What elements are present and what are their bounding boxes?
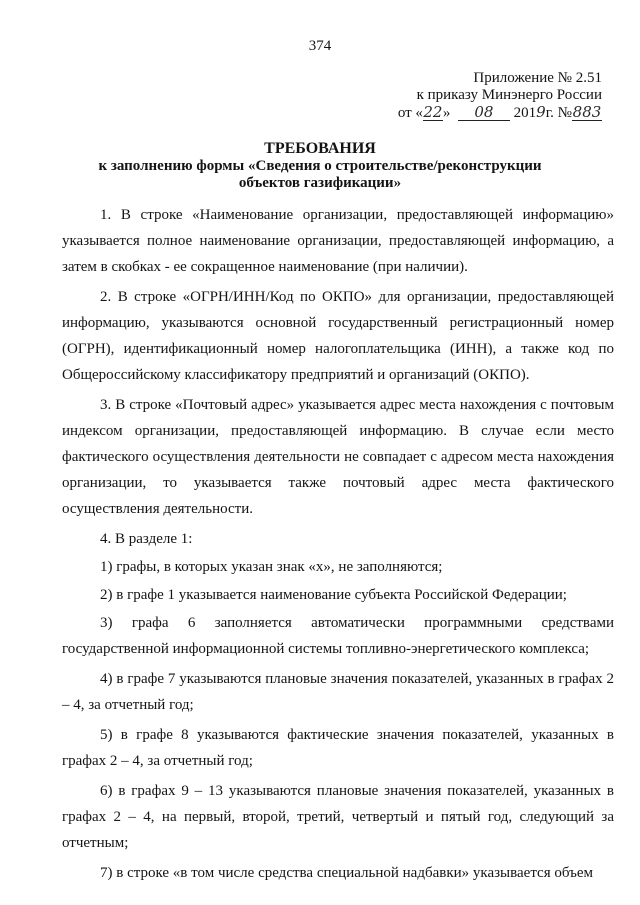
paragraph: 3. В строке «Почтовый адрес» указывается адрес места нахождения с почтовым индексом организации, предоставляющей информацию. В случае если место фактического осуществления деятельности не совпадает с адресом места нахождения организации, то указывается также почтовый адрес места фактического осуществления деятельности.	[62, 397, 614, 517]
paragraph: 2. В строке «ОГРН/ИНН/Код по ОКПО» для организации, предоставляющей информацию, указываются основной государственный регистрационный номер (ОГРН), идентификационный номер налогоплательщика (ИНН), а также код по Общероссийскому классификатору предприятий и организаций (ОКПО).	[62, 289, 614, 383]
document-title	[60, 140, 580, 192]
paragraph: 1) графы, в которых указан знак «х», не заполняются;	[100, 559, 443, 575]
page-number: 374	[308, 38, 332, 54]
paragraph: 6) в графах 9 – 13 указываются плановые значения показателей, указанных в графах 2 – 4, на первый, второй, третий, четвертый и пятый год, следующий за отчетным;	[62, 783, 614, 851]
title-subtitle-line2: объектов газификации»	[238, 175, 402, 191]
title-subtitle-line1: к заполнению формы «Сведения о строительстве/реконструкции	[98, 158, 542, 174]
appendix-order-reference: к приказу Минэнерго России	[416, 87, 602, 103]
date-close-quote: »	[442, 105, 451, 121]
paragraph: 3) графа 6 заполняется автоматически программными средствами государственной информационной системы топливно-энергетического комплекса;	[62, 615, 614, 657]
order-number: 883	[572, 103, 602, 121]
paragraph: 2) в графе 1 указывается наименование субъекта Российской Федерации;	[100, 587, 567, 603]
date-year-prefix: 201	[513, 105, 537, 121]
document-body	[62, 202, 614, 890]
paragraph: 4) в графе 7 указываются плановые значения показателей, указанных в графах 2 – 4, за отчетный год;	[62, 671, 614, 713]
paragraph: 1. В строке «Наименование организации, предоставляющей информацию» указывается полное наименование организации, предоставляющей информацию, а затем в скобках - ее сокращенное наименование (при наличии).	[62, 207, 614, 275]
paragraph: 7) в строке «в том числе средства специальной надбавки» указывается объем	[100, 865, 594, 881]
date-day: 22	[423, 103, 443, 121]
date-prefix: от «	[397, 105, 423, 121]
appendix-date-line	[392, 104, 602, 122]
appendix-title: Приложение № 2.51	[473, 70, 602, 86]
paragraph: 5) в графе 8 указываются фактические значения показателей, указанных в графах 2 – 4, за отчетный год;	[62, 727, 614, 769]
date-year-suffix: г. №	[545, 105, 572, 121]
date-year-digit: 9	[536, 103, 546, 121]
date-month: 08	[458, 105, 510, 121]
paragraph: 4. В разделе 1:	[100, 531, 193, 547]
appendix-header	[392, 70, 602, 122]
title-main: ТРЕБОВАНИЯ	[264, 140, 376, 157]
